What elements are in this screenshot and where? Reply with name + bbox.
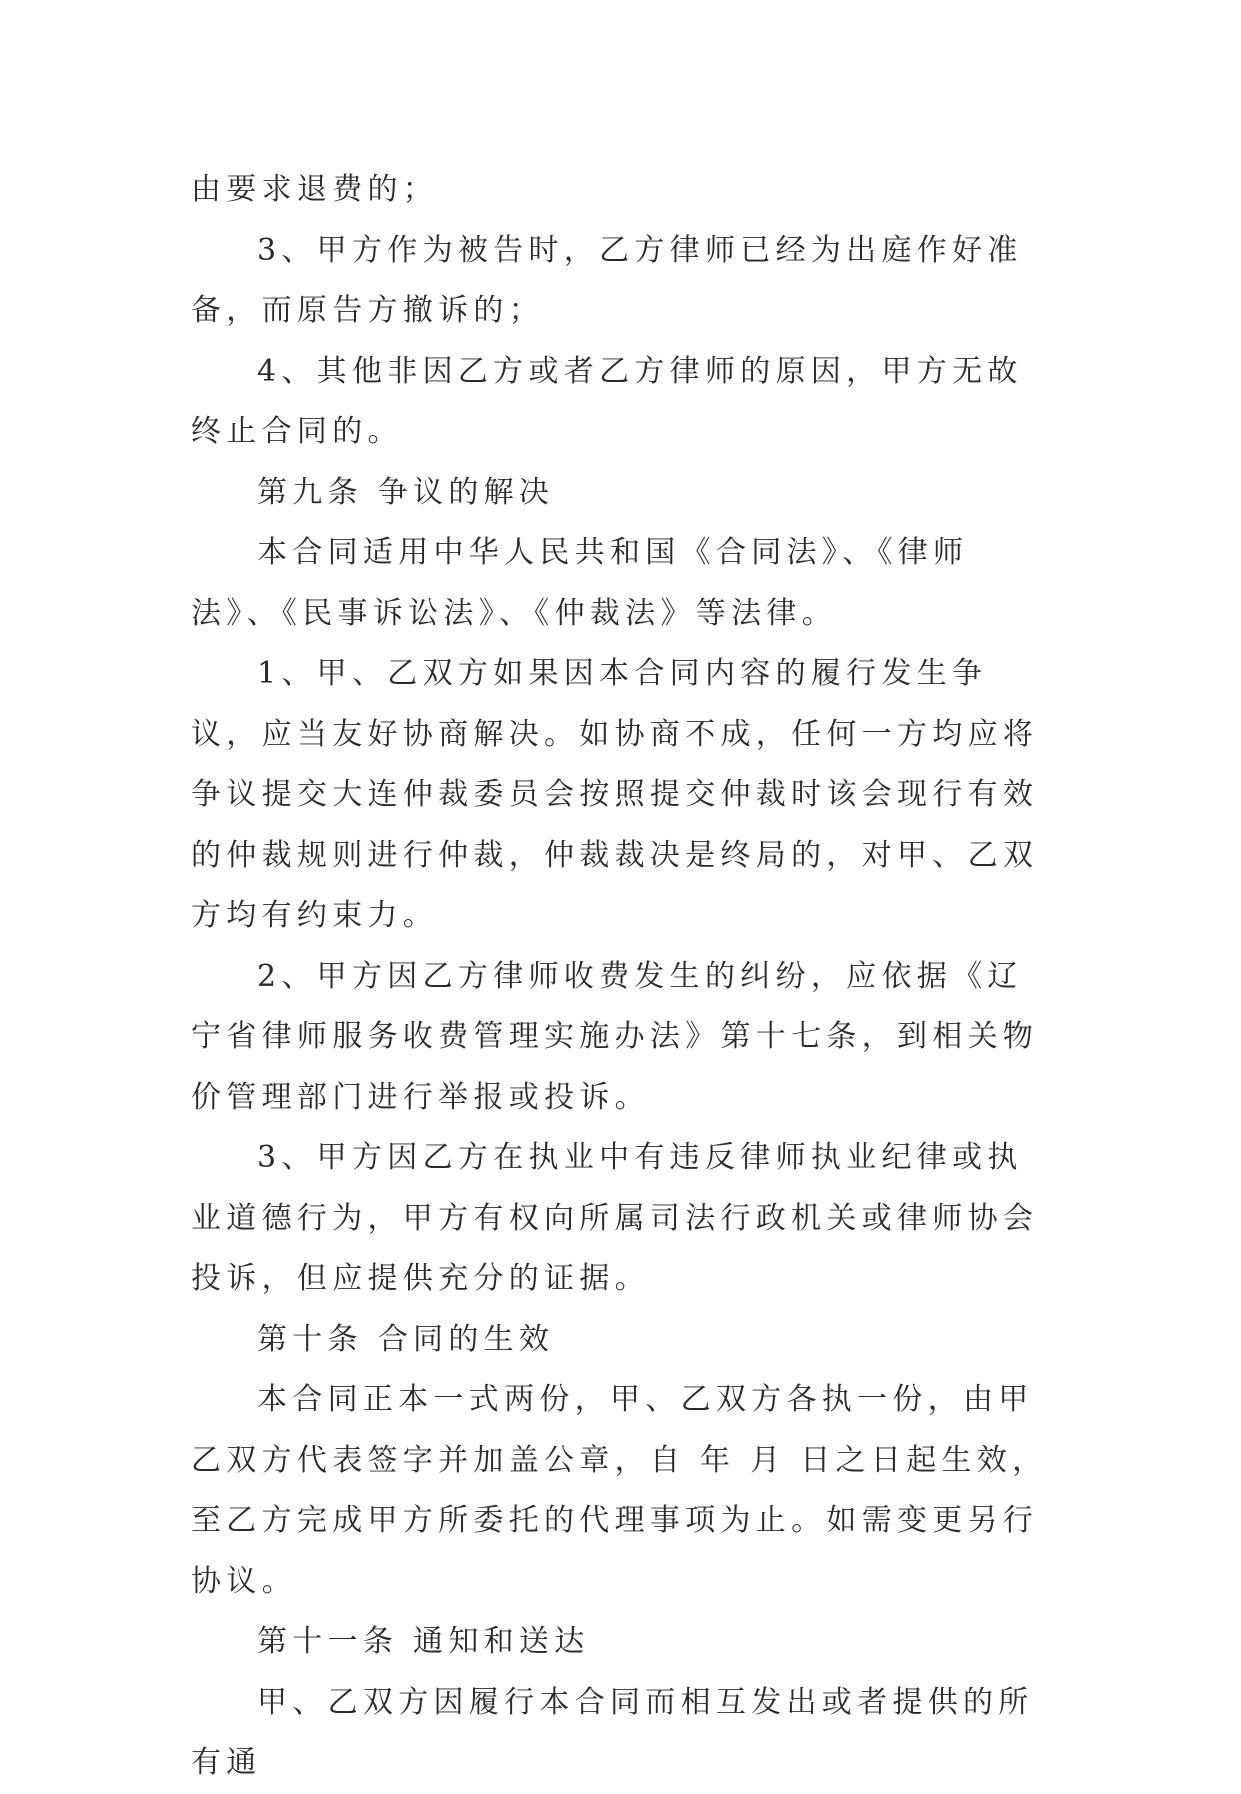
paragraph: 1、甲、乙双方如果因本合同内容的履行发生争议，应当友好协商解决。如协商不成，任何一方均应将争议提交大连仲裁委员会按照提交仲裁时该会现行有效的仲裁规则进行仲裁，仲裁裁决是终局的，对甲、乙双方均有约束力。 [191, 656, 1039, 933]
paragraph: 4、其他非因乙方或者乙方律师的原因，甲方无故终止合同的。 [191, 353, 1023, 449]
paragraph: 本合同适用中华人民共和国《合同法》、《律师法》、《民事诉讼法》、《仲裁法》等法律。 [191, 535, 969, 631]
paragraph: 3、甲方作为被告时，乙方律师已经为出庭作好准备，而原告方撤诉的； [191, 232, 1023, 328]
paragraph: 甲、乙双方因履行本合同而相互发出或者提供的所有通 [191, 1684, 1034, 1780]
section-heading: 第十条 合同的生效 [257, 1321, 555, 1357]
section-heading: 第十一条 通知和送达 [257, 1624, 590, 1659]
paragraph: 本合同正本一式两份，甲、乙双方各执一份，由甲乙双方代表签字并加盖公章，自 年 月 日之日起生效，至乙方完成甲方所委托的代理事项为止。如需变更另行协议。 [191, 1382, 1048, 1599]
section-heading: 第九条 争议的解决 [257, 474, 555, 510]
document-body [191, 160, 1051, 1794]
paragraph: 由要求退费的； [191, 172, 439, 207]
paragraph: 3、甲方因乙方在执业中有违反律师执业纪律或执业道德行为，甲方有权向所属司法行政机关或律师协会投诉，但应提供充分的证据。 [191, 1140, 1039, 1296]
paragraph: 2、甲方因乙方律师收费发生的纠纷，应依据《辽宁省律师服务收费管理实施办法》第十七条，到相关物价管理部门进行举报或投诉。 [191, 958, 1039, 1115]
